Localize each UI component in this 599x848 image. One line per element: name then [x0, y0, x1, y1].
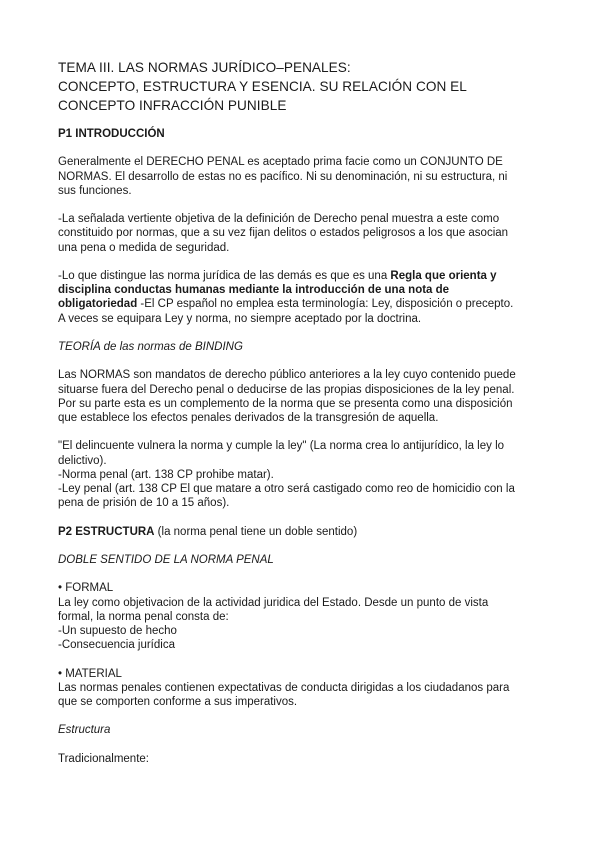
subheading-binding: TEORÍA de las normas de BINDING	[58, 340, 243, 353]
list-item-formal	[58, 581, 544, 652]
title-line-1: TEMA III. LAS NORMAS JURÍDICO–PENALES:	[58, 60, 351, 75]
section-heading-p1: P1 INTRODUCCIÓN	[58, 128, 165, 140]
text-run: (la norma penal tiene un doble sentido)	[154, 525, 358, 538]
bold-text: disciplina conductas humanas mediante la introducción de una nota de	[58, 284, 450, 297]
document-body	[58, 58, 544, 766]
text-run: -Lo que distingue las norma jurídica de las demás es que es una	[58, 269, 391, 282]
title-line-2: CONCEPTO, ESTRUCTURA Y ESENCIA. SU RELACIÓN CON EL	[58, 79, 467, 94]
paragraph-line: -La señalada vertiente objetiva de la definición de Derecho penal muestra a este como	[58, 213, 500, 226]
paragraph-line: situarse fuera del Derecho penal o deducirse de las propias disposiciones de la ley penal.	[58, 383, 515, 396]
paragraph-line: una pena o medida de seguridad.	[58, 241, 230, 254]
text-run: -El CP español no emplea esta terminología: Ley, disposición o precepto.	[137, 298, 514, 311]
paragraph-line: sus funciones.	[58, 184, 132, 197]
paragraph-vertiente	[58, 212, 544, 255]
paragraph-line: -Ley penal (art. 138 CP El que matare a otro será castigado como reo de homicidio con la	[58, 482, 515, 495]
paragraph-line: pena de prisión de 10 a 15 años).	[58, 497, 230, 510]
subheading-estructura: Estructura	[58, 724, 111, 737]
bullet-label: • MATERIAL	[58, 667, 122, 680]
paragraph-line: La ley como objetivacion de la actividad juridica del Estado. Desde un punto de vista	[58, 596, 489, 609]
paragraph-line: "El delincuente vulnera la norma y cumple la ley" (La norma crea lo antijurídico, la ley lo	[58, 440, 505, 453]
document-title	[58, 58, 544, 115]
paragraph-line: formal, la norma penal consta de:	[58, 610, 229, 623]
paragraph-line: Las NORMAS son mandatos de derecho público anteriores a la ley cuyo contenido puede	[58, 369, 516, 382]
subheading-doble-sentido: DOBLE SENTIDO DE LA NORMA PENAL	[58, 553, 274, 566]
paragraph-line: Generalmente el DERECHO PENAL es aceptado prima facie como un CONJUNTO DE	[58, 156, 503, 169]
paragraph-line: -Un supuesto de hecho	[58, 624, 177, 637]
paragraph-delincuente	[58, 439, 544, 510]
paragraph-line: A veces se equipara Ley y norma, no siempre aceptado por la doctrina.	[58, 312, 422, 325]
paragraph-tradicionalmente: Tradicionalmente:	[58, 752, 149, 765]
paragraph-intro	[58, 155, 544, 198]
paragraph-binding	[58, 368, 544, 425]
paragraph-line: Por su parte esta es un complemento de la norma que se presenta como una disposición	[58, 397, 513, 410]
paragraph-norma-juridica	[58, 269, 544, 326]
section-heading-p2	[58, 525, 544, 539]
paragraph-line: que se comporten conforme a sus imperativos.	[58, 695, 298, 708]
title-line-3: CONCEPTO INFRACCIÓN PUNIBLE	[58, 98, 287, 113]
bullet-label: • FORMAL	[58, 582, 114, 595]
paragraph-line: Las normas penales contienen expectativas de conducta dirigidas a los ciudadanos para	[58, 681, 510, 694]
list-item-material	[58, 667, 544, 710]
paragraph-line	[58, 269, 544, 283]
paragraph-line: que establece los efectos penales derivados de la transgresión de aquella.	[58, 411, 439, 424]
bold-text: P2 ESTRUCTURA	[58, 525, 155, 538]
bold-text: obligatoriedad	[58, 298, 138, 311]
bold-text: Regla que orienta y	[390, 269, 497, 282]
paragraph-line: constituido por normas, que a su vez fijan delitos o estados peligrosos a los que asocian	[58, 227, 509, 240]
paragraph-line: -Norma penal (art. 138 CP prohibe matar).	[58, 468, 274, 481]
paragraph-line	[58, 297, 544, 311]
paragraph-line: NORMAS. El desarrollo de estas no es pacífico. Ni su denominación, ni su estructura, ni	[58, 170, 508, 183]
paragraph-line: delictivo).	[58, 454, 107, 467]
paragraph-line: -Consecuencia jurídica	[58, 639, 175, 652]
